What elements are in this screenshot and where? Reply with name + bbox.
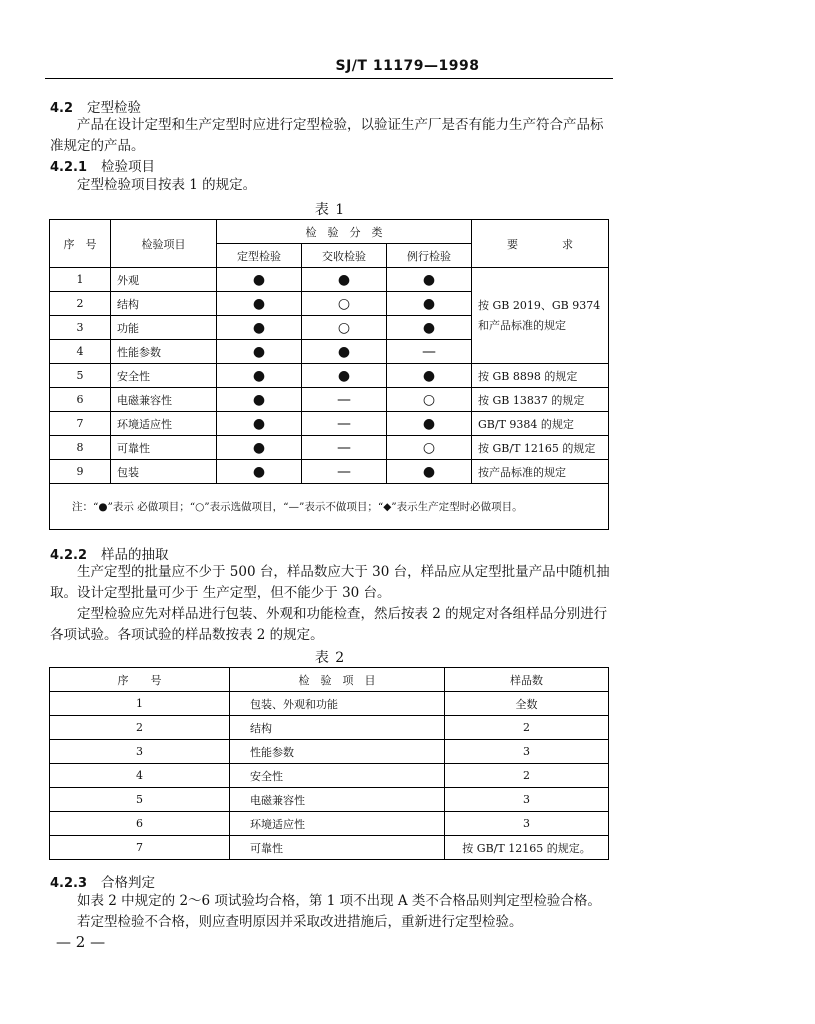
cell-item: 性能参数 — [111, 340, 217, 364]
cell-acceptance: — — [302, 412, 387, 436]
table-header-row — [50, 220, 609, 244]
page-number: — 2 — — [56, 933, 106, 951]
cell-count: 2 — [445, 716, 609, 740]
cell-seq: 9 — [50, 460, 111, 484]
section-4-2-2-heading — [50, 543, 169, 563]
cell-seq: 3 — [50, 740, 230, 764]
header-requirement: 要 求 — [472, 220, 609, 268]
section-4-2-3-paragraph-1: 如表 2 中规定的 2～6 项试验均合格，第 1 项不出现 A 类不合格品则判定型检验合格。 — [77, 893, 601, 909]
section-number: 4.2.2 — [50, 548, 88, 563]
cell-routine: ● — [387, 268, 472, 292]
cell-requirement: 按 GB 8898 的规定 — [472, 364, 609, 388]
section-4-2-1-heading — [50, 155, 155, 175]
cell-item: 功能 — [111, 316, 217, 340]
header-rule — [45, 78, 613, 79]
cell-count: 全数 — [445, 692, 609, 716]
header-seq: 序 号 — [50, 668, 230, 692]
section-4-2-1-paragraph: 定型检验项目按表 1 的规定。 — [77, 177, 257, 193]
cell-type-test: ● — [217, 412, 302, 436]
section-4-2-heading — [50, 96, 141, 116]
cell-type-test: ● — [217, 268, 302, 292]
cell-seq: 6 — [50, 388, 111, 412]
header-group: 检 验 分 类 — [217, 220, 472, 244]
cell-routine: ● — [387, 292, 472, 316]
table2-caption: 表 2 — [314, 650, 346, 666]
cell-item: 环境适应性 — [111, 412, 217, 436]
cell-seq: 2 — [50, 716, 230, 740]
section-title: 定型检验 — [87, 100, 142, 116]
cell-type-test: ● — [217, 460, 302, 484]
cell-type-test: ● — [217, 436, 302, 460]
cell-routine: ○ — [387, 388, 472, 412]
section-4-2-2-paragraph-1: 生产定型的批量应不少于 500 台，样品数应大于 30 台，样品应从定型批量产品中随机抽取。设计定型批量可少于 生产定型，但不能少于 30 台。 — [50, 564, 610, 601]
cell-type-test: ● — [217, 388, 302, 412]
cell-seq: 1 — [50, 268, 111, 292]
section-number: 4.2 — [50, 101, 74, 116]
cell-routine: ● — [387, 364, 472, 388]
section-number: 4.2.3 — [50, 876, 88, 891]
cell-seq: 2 — [50, 292, 111, 316]
table1-caption: 表 1 — [314, 202, 346, 218]
cell-count: 3 — [445, 812, 609, 836]
cell-acceptance: — — [302, 460, 387, 484]
cell-seq: 5 — [50, 364, 111, 388]
section-4-2-3-heading — [50, 871, 155, 891]
cell-requirement-merged: 按 GB 2019、GB 9374 和产品标准的规定 — [472, 268, 609, 364]
cell-type-test: ● — [217, 292, 302, 316]
cell-count: 3 — [445, 788, 609, 812]
table-row — [50, 412, 609, 436]
cell-count: 2 — [445, 764, 609, 788]
table-row — [50, 836, 609, 860]
table-row — [50, 436, 609, 460]
section-title: 样品的抽取 — [101, 547, 169, 563]
section-title: 检验项目 — [101, 159, 156, 175]
table-row — [50, 812, 609, 836]
section-4-2-2-paragraph-2: 定型检验应先对样品进行包装、外观和功能检查，然后按表 2 的规定对各组样品分别进行各项试验。各项试验的样品数按表 2 的规定。 — [50, 606, 608, 643]
cell-item: 结构 — [230, 716, 445, 740]
cell-item: 包装、外观和功能 — [230, 692, 445, 716]
cell-item: 包装 — [111, 460, 217, 484]
cell-routine: ● — [387, 316, 472, 340]
cell-acceptance: ● — [302, 268, 387, 292]
cell-type-test: ● — [217, 364, 302, 388]
table-row — [50, 460, 609, 484]
section-4-2-paragraph: 产品在设计定型和生产定型时应进行定型检验，以验证生产厂是否有能力生产符合产品标准规定的产品。 — [50, 117, 604, 154]
cell-seq: 3 — [50, 316, 111, 340]
header-routine: 例行检验 — [387, 244, 472, 268]
cell-routine: ● — [387, 412, 472, 436]
table-row — [50, 364, 609, 388]
cell-type-test: ● — [217, 340, 302, 364]
table-row — [50, 268, 609, 292]
cell-routine: ○ — [387, 436, 472, 460]
cell-seq: 1 — [50, 692, 230, 716]
cell-seq: 4 — [50, 764, 230, 788]
table-1 — [49, 219, 609, 530]
cell-seq: 8 — [50, 436, 111, 460]
table-row — [50, 788, 609, 812]
section-number: 4.2.1 — [50, 160, 88, 175]
cell-requirement: 按 GB/T 12165 的规定 — [472, 436, 609, 460]
cell-item: 环境适应性 — [230, 812, 445, 836]
cell-seq: 4 — [50, 340, 111, 364]
table-row — [50, 716, 609, 740]
header-type-test: 定型检验 — [217, 244, 302, 268]
cell-requirement: 按产品标准的规定 — [472, 460, 609, 484]
cell-acceptance: — — [302, 436, 387, 460]
cell-item: 可靠性 — [111, 436, 217, 460]
table-row — [50, 740, 609, 764]
cell-type-test: ● — [217, 316, 302, 340]
cell-count: 按 GB/T 12165 的规定。 — [445, 836, 609, 860]
cell-requirement: GB/T 9384 的规定 — [472, 412, 609, 436]
standard-code-header: SJ/T 11179—1998 — [335, 58, 480, 74]
cell-routine: ● — [387, 460, 472, 484]
table-header-row — [50, 668, 609, 692]
cell-acceptance: — — [302, 388, 387, 412]
section-title: 合格判定 — [101, 875, 156, 891]
cell-item: 电磁兼容性 — [111, 388, 217, 412]
cell-item: 安全性 — [230, 764, 445, 788]
header-item: 检验项目 — [111, 220, 217, 268]
cell-acceptance: ○ — [302, 316, 387, 340]
cell-requirement: 按 GB 13837 的规定 — [472, 388, 609, 412]
section-4-2-3-paragraph-2: 若定型检验不合格，则应查明原因并采取改进措施后，重新进行定型检验。 — [77, 914, 523, 930]
cell-seq: 6 — [50, 812, 230, 836]
cell-item: 安全性 — [111, 364, 217, 388]
cell-count: 3 — [445, 740, 609, 764]
header-acceptance: 交收检验 — [302, 244, 387, 268]
cell-acceptance: ● — [302, 340, 387, 364]
table1-note: 注：“●”表示 必做项目；“○”表示选做项目，“—”表示不做项目；“◆”表示生产定型时必做项目。 — [50, 484, 609, 530]
cell-acceptance: ○ — [302, 292, 387, 316]
cell-item: 结构 — [111, 292, 217, 316]
table-row — [50, 692, 609, 716]
table-row — [50, 764, 609, 788]
header-item: 检 验 项 目 — [230, 668, 445, 692]
cell-item: 性能参数 — [230, 740, 445, 764]
cell-seq: 7 — [50, 836, 230, 860]
table-2 — [49, 667, 609, 860]
cell-item: 可靠性 — [230, 836, 445, 860]
table-note-row — [50, 484, 609, 530]
header-count: 样品数 — [445, 668, 609, 692]
cell-routine: — — [387, 340, 472, 364]
header-seq: 序 号 — [50, 220, 111, 268]
cell-item: 电磁兼容性 — [230, 788, 445, 812]
cell-seq: 5 — [50, 788, 230, 812]
cell-seq: 7 — [50, 412, 111, 436]
table-row — [50, 388, 609, 412]
cell-acceptance: ● — [302, 364, 387, 388]
cell-item: 外观 — [111, 268, 217, 292]
